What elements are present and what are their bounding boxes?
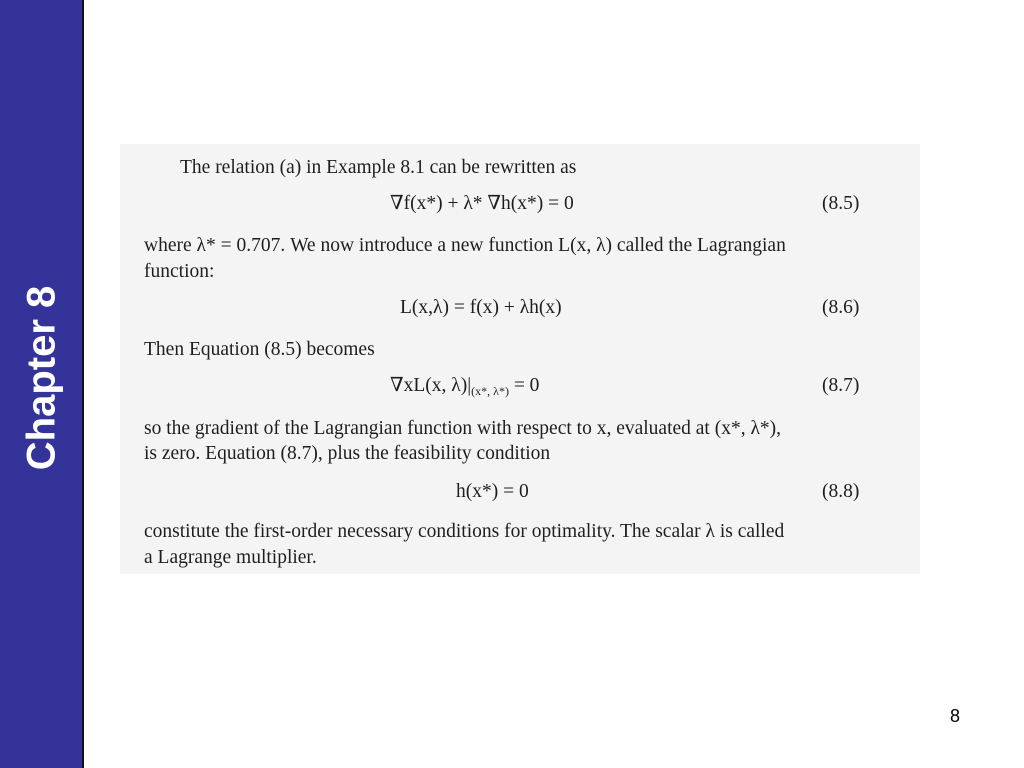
chapter-label: Chapter 8: [19, 285, 64, 471]
text-line-6: is zero. Equation (8.7), plus the feasibility condition: [144, 443, 551, 464]
scanned-text-image: [120, 144, 920, 574]
equation-number-8-5: (8.5): [822, 193, 860, 214]
text-line-3: function:: [144, 261, 215, 282]
text-line-5: so the gradient of the Lagrangian function with respect to x, evaluated at (x*, λ*),: [144, 418, 782, 439]
text-line-8: a Lagrange multiplier.: [144, 547, 317, 568]
page-number: 8: [950, 706, 961, 726]
text-line-4: Then Equation (8.5) becomes: [144, 339, 375, 360]
equation-8-6: L(x,λ) = f(x) + λh(x): [400, 297, 562, 318]
equation-number-8-6: (8.6): [822, 297, 860, 318]
equation-8-7-subscript: (x*, λ*): [471, 384, 509, 398]
equation-8-7-rhs: = 0: [508, 375, 540, 396]
equation-8-5: ∇f(x*) + λ* ∇h(x*) = 0: [390, 193, 574, 214]
equation-8-8: h(x*) = 0: [456, 481, 529, 502]
text-line-1: The relation (a) in Example 8.1 can be rewritten as: [180, 157, 577, 178]
text-line-2: where λ* = 0.707. We now introduce a new function L(x, λ) called the Lagrangian: [144, 235, 786, 256]
equation-number-8-7: (8.7): [822, 375, 860, 396]
equation-number-8-8: (8.8): [822, 481, 860, 502]
chapter-sidebar: [0, 0, 84, 768]
equation-8-7-main: ∇xL(x, λ)|: [390, 375, 472, 396]
text-line-7: constitute the first-order necessary conditions for optimality. The scalar λ is called: [144, 521, 785, 542]
equation-8-7: [390, 374, 539, 403]
